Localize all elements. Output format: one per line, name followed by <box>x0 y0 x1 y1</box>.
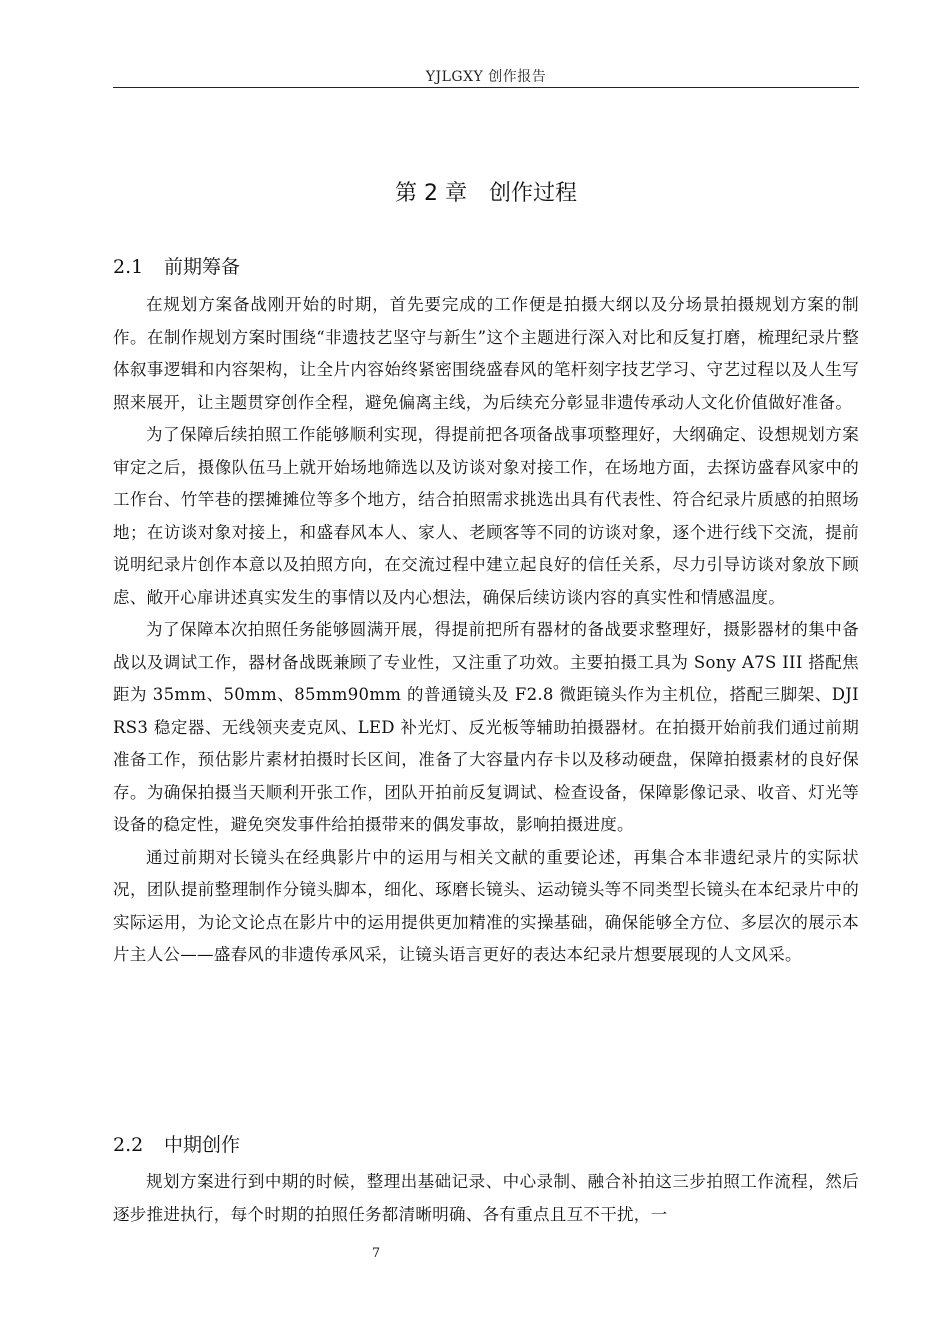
section-number: 2.1 <box>113 256 144 278</box>
running-header: YJLGXY 创作报告 <box>425 69 547 85</box>
section-heading-2-2 <box>113 1130 240 1157</box>
section-2-1-body <box>113 289 859 972</box>
section-name: 中期创作 <box>164 1134 241 1156</box>
paragraph: 规划方案进行到中期的时候，整理出基础记录、中心录制、融合补拍这三步拍照工作流程，然后逐步推进执行，每个时期的拍照任务都清晰明确、各有重点且互不干扰，一 <box>113 1172 859 1224</box>
section-number: 2.2 <box>113 1134 144 1156</box>
paragraph: 通过前期对长镜头在经典影片中的运用与相关文献的重要论述，再集合本非遗纪录片的实际状况，团队提前整理制作分镜头脚本，细化、琢磨长镜头、运动镜头等不同类型长镜头在本纪录片中的实际运用，为论文论点在影片中的运用提供更加精准的实操基础，确保能够全方位、多层次的展示本片主人公——盛春风的非遗传承风采，让镜头语言更好的表达本纪录片想要展现的人文风采。 <box>113 847 859 964</box>
paragraph: 为了保障本次拍照任务能够圆满开展，得提前把所有器材的备战要求整理好，摄影器材的集中备战以及调试工作，器材备战既兼顾了专业性，又注重了功效。主要拍摄工具为 Sony A7S III 搭配焦距为 35mm、50mm、85mm90mm 的普通镜头及 F2.8 微距镜头作为主机位，搭配三脚架、DJI RS3 稳定器、无线领夹麦克风、LED 补光灯、反光板等辅助拍摄器材。在拍摄开始前我们通过前期准备工作，预估影片素材拍摄时长区间，准备了大容量内存卡以及移动硬盘，保障拍摄素材的良好保存。为确保拍摄当天顺利开张工作，团队开拍前反复调试、检查设备，保障影像记录、收音、灯光等设备的稳定性，避免突发事件给拍摄带来的偶发事故，影响拍摄进度。 <box>113 620 859 834</box>
section-heading-2-1 <box>113 252 240 279</box>
chapter-title <box>113 176 859 207</box>
section-2-2-body <box>113 1166 859 1240</box>
page-number: 7 <box>371 1246 381 1261</box>
chapter-number: 第 2 章 <box>395 181 467 206</box>
section-name: 前期筹备 <box>164 256 241 278</box>
chapter-name: 创作过程 <box>488 181 577 206</box>
paragraph: 在规划方案备战刚开始的时期，首先要完成的工作便是拍摄大纲以及分场景拍摄规划方案的制作。在制作规划方案时围绕“非遗技艺坚守与新生”这个主题进行深入对比和反复打磨，梳理纪录片整体叙事逻辑和内容架构，让全片内容始终紧密围绕盛春风的笔杆刻字技艺学习、守艺过程以及人生写照来展开，让主题贯穿创作全程，避免偏离主线，为后续充分彰显非遗传承动人文化价值做好准备。 <box>113 295 859 412</box>
header-rule <box>113 87 859 88</box>
paragraph: 为了保障后续拍照工作能够顺利实现，得提前把各项备战事项整理好，大纲确定、设想规划方案审定之后，摄像队伍马上就开始场地筛选以及访谈对象对接工作，在场地方面，去探访盛春风家中的工作台、竹竿巷的摆摊摊位等多个地方，结合拍照需求挑选出具有代表性、符合纪录片质感的拍照场地；在访谈对象对接上，和盛春风本人、家人、老顾客等不同的访谈对象，逐个进行线下交流，提前说明纪录片创作本意以及拍照方向，在交流过程中建立起良好的信任关系，尽力引导访谈对象放下顾虑、敞开心扉讲述真实发生的事情以及内心想法，确保后续访谈内容的真实性和情感温度。 <box>113 425 859 607</box>
